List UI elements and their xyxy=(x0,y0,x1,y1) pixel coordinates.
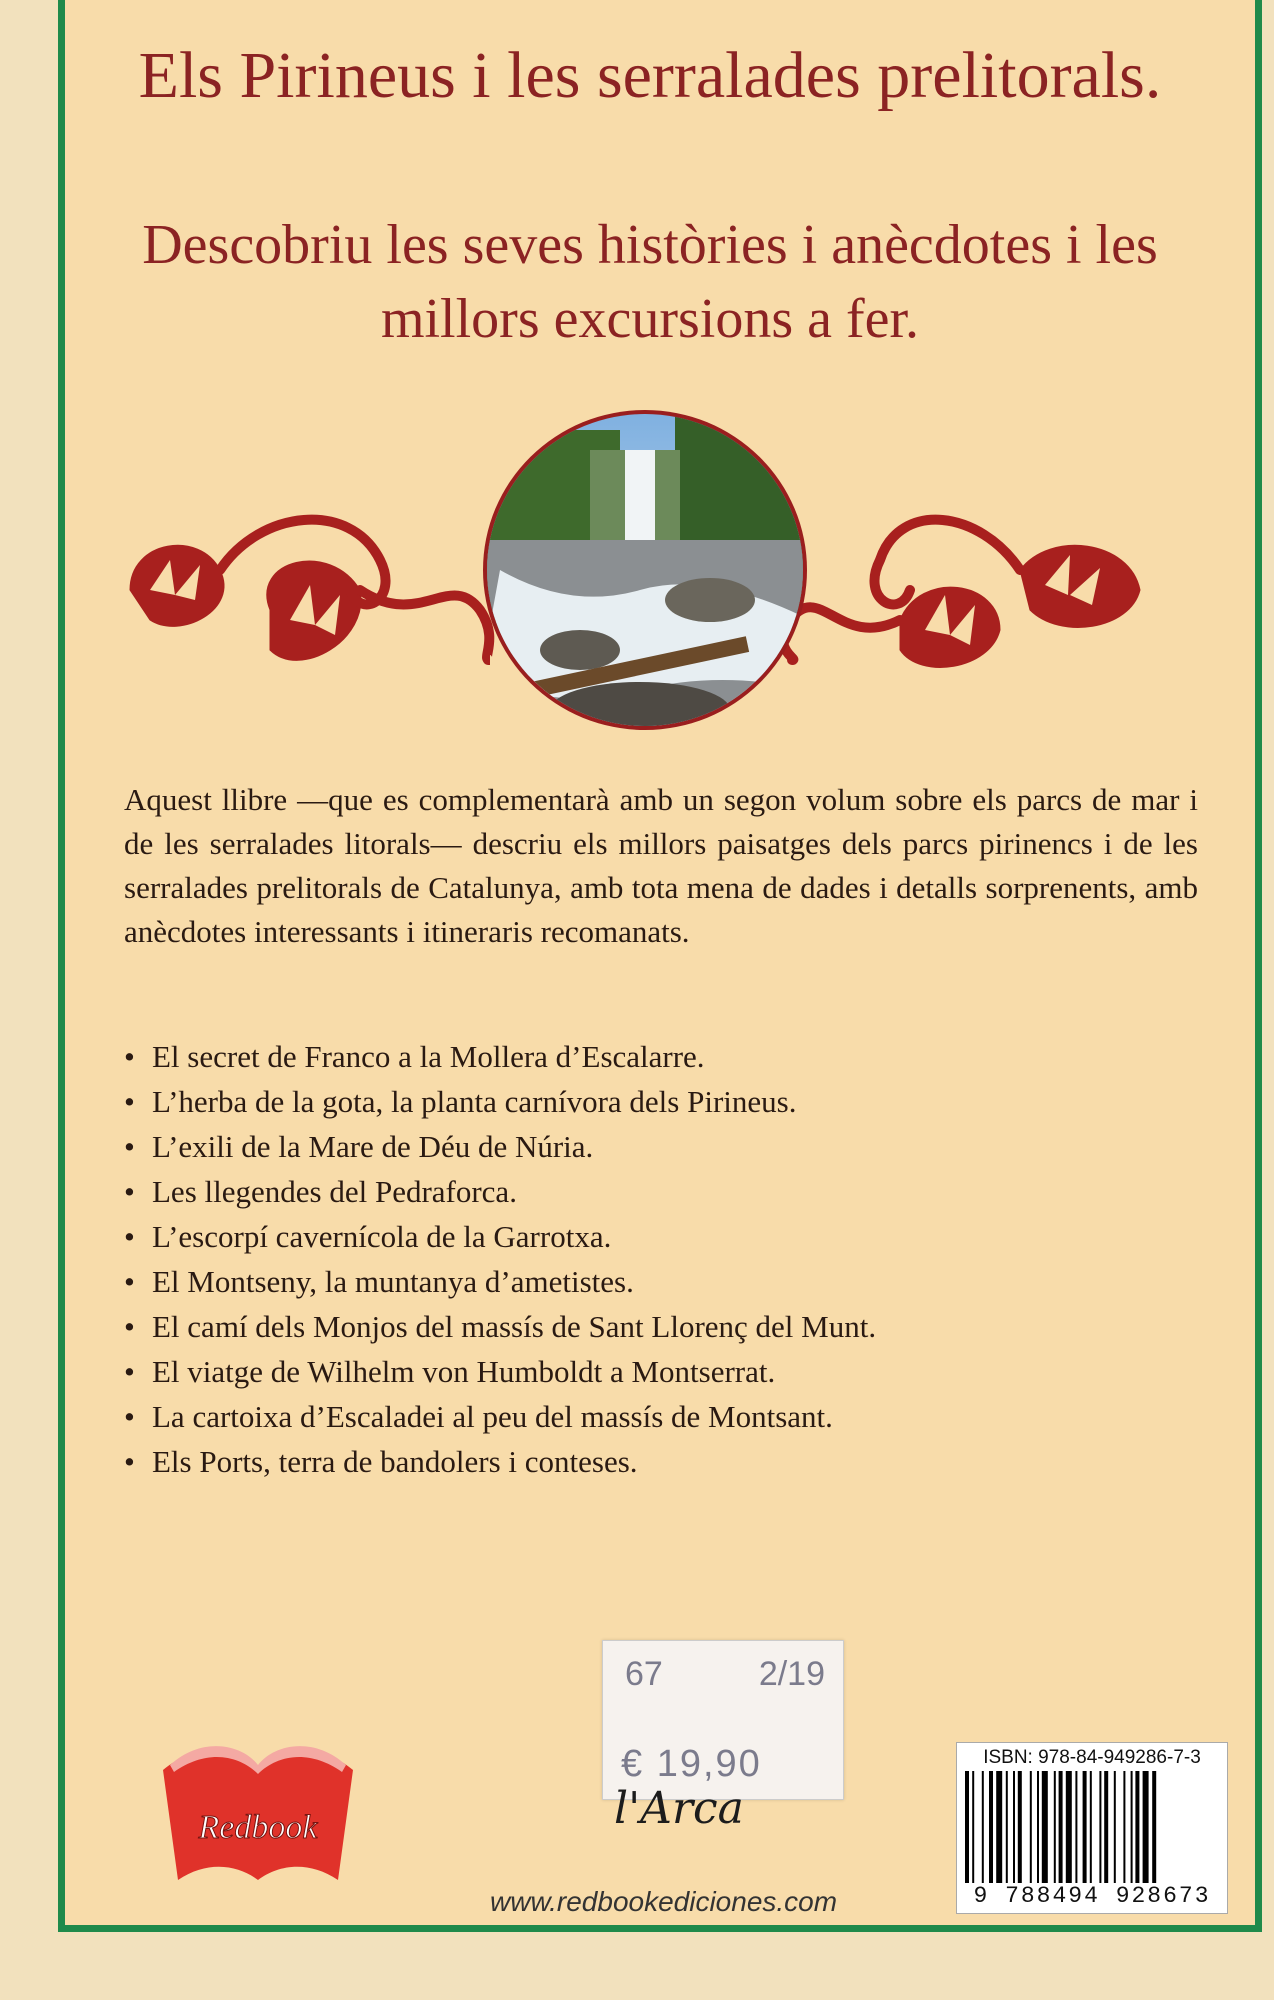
highlights-list xyxy=(124,1034,1204,1484)
waterfall-medallion-ornament-icon xyxy=(120,390,1170,750)
price-sticker xyxy=(602,1640,844,1800)
barcode-icon xyxy=(965,1771,1219,1883)
isbn-label: ISBN: 978-84-949286-7-3 xyxy=(983,1747,1201,1768)
list-item: • El Montseny, la muntanya d’ametistes. xyxy=(124,1259,1204,1304)
list-item: • La cartoixa d’Escaladei al peu del massís de Montsant. xyxy=(124,1394,1204,1439)
list-item: • L’escorpí cavernícola de la Garrotxa. xyxy=(124,1214,1204,1259)
isbn-barcode xyxy=(956,1742,1228,1914)
book-subtitle: Descobriu les seves històries i anècdotes i les millors excursions a fer. xyxy=(142,214,1158,350)
logo-wordmark: Redbook xyxy=(198,1809,318,1846)
sticker-code: 67 xyxy=(625,1655,663,1693)
barcode-digits: 9 788494 928673 xyxy=(973,1883,1211,1909)
open-book-logo-icon xyxy=(158,1730,358,1890)
intro-paragraph: Aquest llibre —que es complementarà amb un segon volum sobre els parcs de mar i de les serralades litorals— descriu els millors paisatges dels parcs pirinencs i de les serralades prelitorals de Catalunya, amb tota mena de dades i detalls sorprenents, amb anècdotes interessants i itineraris recomanats. xyxy=(124,782,1198,949)
list-item: • Les llegendes del Pedraforca. xyxy=(124,1169,1204,1214)
sticker-price: € 19,90 xyxy=(621,1743,762,1785)
list-item: • Els Ports, terra de bandolers i conteses. xyxy=(124,1439,1204,1484)
sticker-date: 2/19 xyxy=(758,1655,825,1693)
list-item: • El camí dels Monjos del massís de Sant Llorenç del Munt. xyxy=(124,1304,1204,1349)
list-item: • L’herba de la gota, la planta carnívora dels Pirineus. xyxy=(124,1079,1204,1124)
list-item: • L’exili de la Mare de Déu de Núria. xyxy=(124,1124,1204,1169)
handwritten-note: l'Arca xyxy=(614,1783,744,1834)
book-title: Els Pirineus i les serralades prelitorals. xyxy=(138,39,1162,112)
publisher-website: www.redbookediciones.com xyxy=(490,1886,838,1917)
list-item: • El secret de Franco a la Mollera d’Escalarre. xyxy=(124,1034,1204,1079)
list-item: • El viatge de Wilhelm von Humboldt a Montserrat. xyxy=(124,1349,1204,1394)
